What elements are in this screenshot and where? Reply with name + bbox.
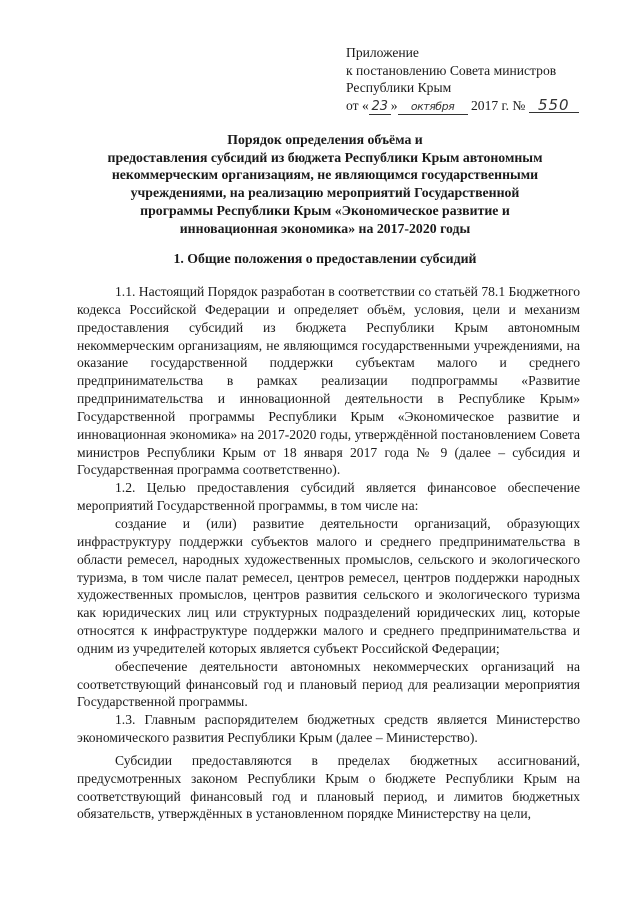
date-mid: » [390, 97, 398, 113]
appendix-title: Приложение [346, 45, 419, 60]
appendix-date-line [346, 97, 616, 115]
paragraph-text: 1.3. Главным распорядителем бюджетных средств является Министерство экономического развития Республики Крым (далее – Министерство). [77, 712, 580, 746]
paragraph-text: 1.1. Настоящий Порядок разработан в соответствии со статьёй 78.1 Бюджетного кодекса Российской Федерации и определяет объём, условия, цели и механизм предоставления субсидий из бюджета Республики Крым автономным некоммерческим организациям, не являющимся государственными учреждениями, на оказание государственной поддержки субъектам малого и среднего предпринимательства в рамках реализации подпрограммы «Развитие предпринимательства и инновационной деятельности в Республике Крым» Государственной программы Республики Крым «Экономическое развитие и инновационная экономика» на 2017-2020 годы, утверждённой постановлением Совета министров Республики Крым от 18 января 2017 года № 9 (далее – субсидия и Государственная программа соответственно). [77, 284, 580, 478]
title-line: программы Республики Крым «Экономическое развитие и [140, 202, 510, 218]
document-title [70, 131, 580, 237]
paragraph-text: Субсидии предоставляются в пределах бюджетных ассигнований, предусмотренных законом Республики Крым о бюджете Республики Крым на соответствующий финансовый год и плановый период, и лимитов бюджетных обязательств, утверждённых в установленном порядке Министерству на цели, [77, 752, 580, 822]
paragraph-1-2-b [77, 658, 580, 712]
title-line: Порядок определения объёма и [227, 132, 423, 147]
title-line: инновационная экономика» на 2017-2020 годы [179, 220, 471, 236]
paragraph-1-2 [77, 479, 580, 515]
paragraph-1-2-a [77, 515, 580, 658]
paragraph-1-1 [77, 283, 580, 479]
paragraph-text: создание и (или) развитие деятельности организаций, образующих инфраструктуру поддержки субъектов малого и среднего предпринимательства в области ремесел, народных художественных промыслов, сельского и экологического туризма, в том числе палат ремесел, центров ремесел, центров поддержки народных художественных промыслов, центров развития сельского и экологического туризма как юридических лиц или структурных подразделений юридических лиц, которые относятся к инфраструктуре поддержки малого и среднего предпринимательства и одним из учредителей которых является субъект Российской Федерации; [77, 515, 580, 656]
paragraph-1-3 [77, 711, 580, 747]
title-line: учреждениями, на реализацию мероприятий Государственной [130, 185, 520, 201]
handwritten-number: 550 [529, 98, 579, 113]
appendix-reference: к постановлению Совета министров [346, 62, 557, 78]
title-line: некоммерческим организациям, не являющимся государственными [111, 167, 539, 183]
appendix-header [346, 44, 616, 115]
appendix-region: Республики Крым [346, 80, 452, 95]
paragraph-text: 1.2. Целью предоставления субсидий является финансовое обеспечение мероприятий Государственной программы, в том числе на: [77, 480, 580, 514]
section-heading: 1. Общие положения о предоставлении субсидий [173, 251, 477, 266]
handwritten-month: октября [398, 100, 468, 115]
paragraph-1-3-a [77, 752, 580, 823]
title-line: предоставления субсидий из бюджета Республики Крым автономным [107, 149, 543, 165]
document-body [77, 283, 580, 823]
handwritten-day: 23 [369, 100, 391, 115]
date-prefix: от « [346, 97, 369, 113]
date-year: 2017 г. № [470, 97, 526, 113]
paragraph-text: обеспечение деятельности автономных некоммерческих организаций на соответствующий финансовый год и плановый период для реализации мероприятия Государственной программы. [77, 658, 580, 710]
